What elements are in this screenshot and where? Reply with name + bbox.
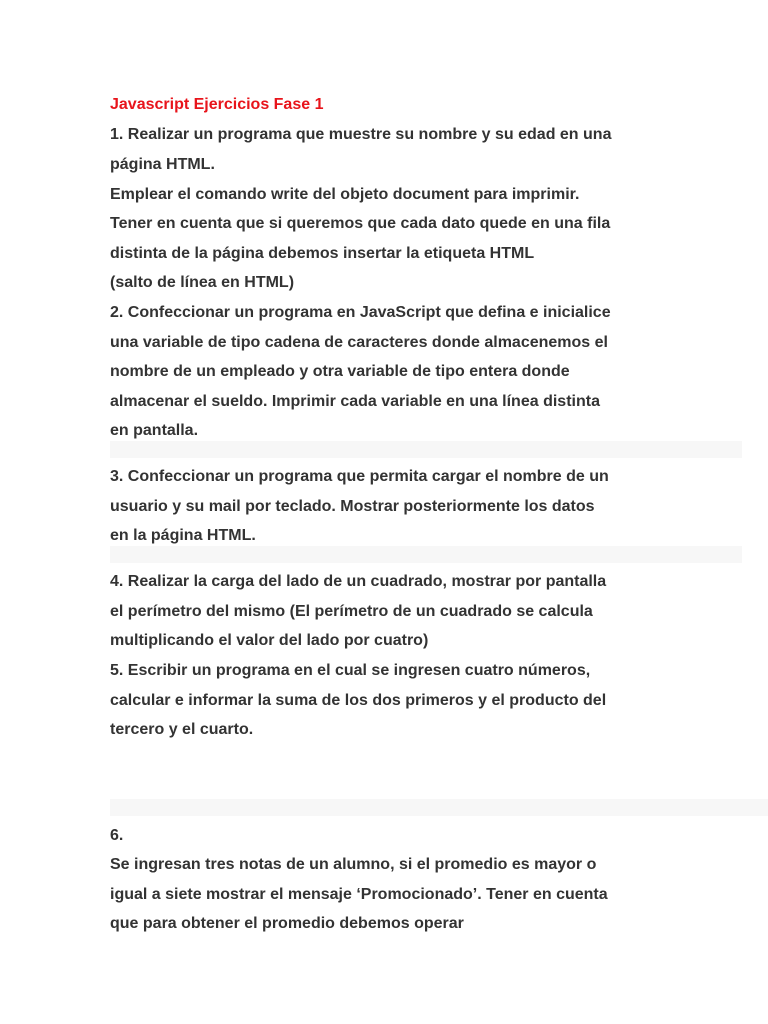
- text-line: (salto de línea en HTML): [110, 274, 295, 291]
- text-line: Tener en cuenta que si queremos que cada dato quede en una fila: [110, 215, 611, 232]
- text-line: 3. Confeccionar un programa que permita cargar el nombre de un: [110, 468, 609, 485]
- text-line: nombre de un empleado y otra variable de tipo entera donde: [110, 363, 570, 380]
- text-line: usuario y su mail por teclado. Mostrar posteriormente los datos: [110, 498, 595, 515]
- text-line: igual a siete mostrar el mensaje ‘Promocionado’. Tener en cuenta: [110, 886, 608, 903]
- text-line: 2. Confeccionar un programa en JavaScript que defina e inicialice: [110, 304, 611, 321]
- text-line: que para obtener el promedio debemos operar: [110, 915, 464, 932]
- text-line: multiplicando el valor del lado por cuatro): [110, 632, 429, 649]
- text-line: distinta de la página debemos insertar la etiqueta HTML: [110, 245, 535, 262]
- text-line: página HTML.: [110, 156, 215, 173]
- text-line: 5. Escribir un programa en el cual se ingresen cuatro números,: [110, 662, 591, 679]
- text-line: Se ingresan tres notas de un alumno, si el promedio es mayor o: [110, 856, 597, 873]
- text-line: en la página HTML.: [110, 527, 256, 544]
- text-line: 6.: [110, 827, 124, 844]
- separator-band: [110, 441, 742, 458]
- text-line: el perímetro del mismo (El perímetro de un cuadrado se calcula: [110, 603, 593, 620]
- text-line: almacenar el sueldo. Imprimir cada variable en una línea distinta: [110, 393, 600, 410]
- text-line: en pantalla.: [110, 422, 199, 439]
- separator-band: [110, 546, 742, 563]
- text-line: Emplear el comando write del objeto document para imprimir.: [110, 186, 580, 203]
- document-title: Javascript Ejercicios Fase 1: [110, 96, 324, 113]
- separator-band: [110, 799, 768, 816]
- text-line: 1. Realizar un programa que muestre su nombre y su edad en una: [110, 126, 612, 143]
- text-line: una variable de tipo cadena de caracteres donde almacenemos el: [110, 334, 608, 351]
- text-line: 4. Realizar la carga del lado de un cuadrado, mostrar por pantalla: [110, 573, 607, 590]
- text-line: calcular e informar la suma de los dos primeros y el producto del: [110, 692, 607, 709]
- text-line: tercero y el cuarto.: [110, 721, 254, 738]
